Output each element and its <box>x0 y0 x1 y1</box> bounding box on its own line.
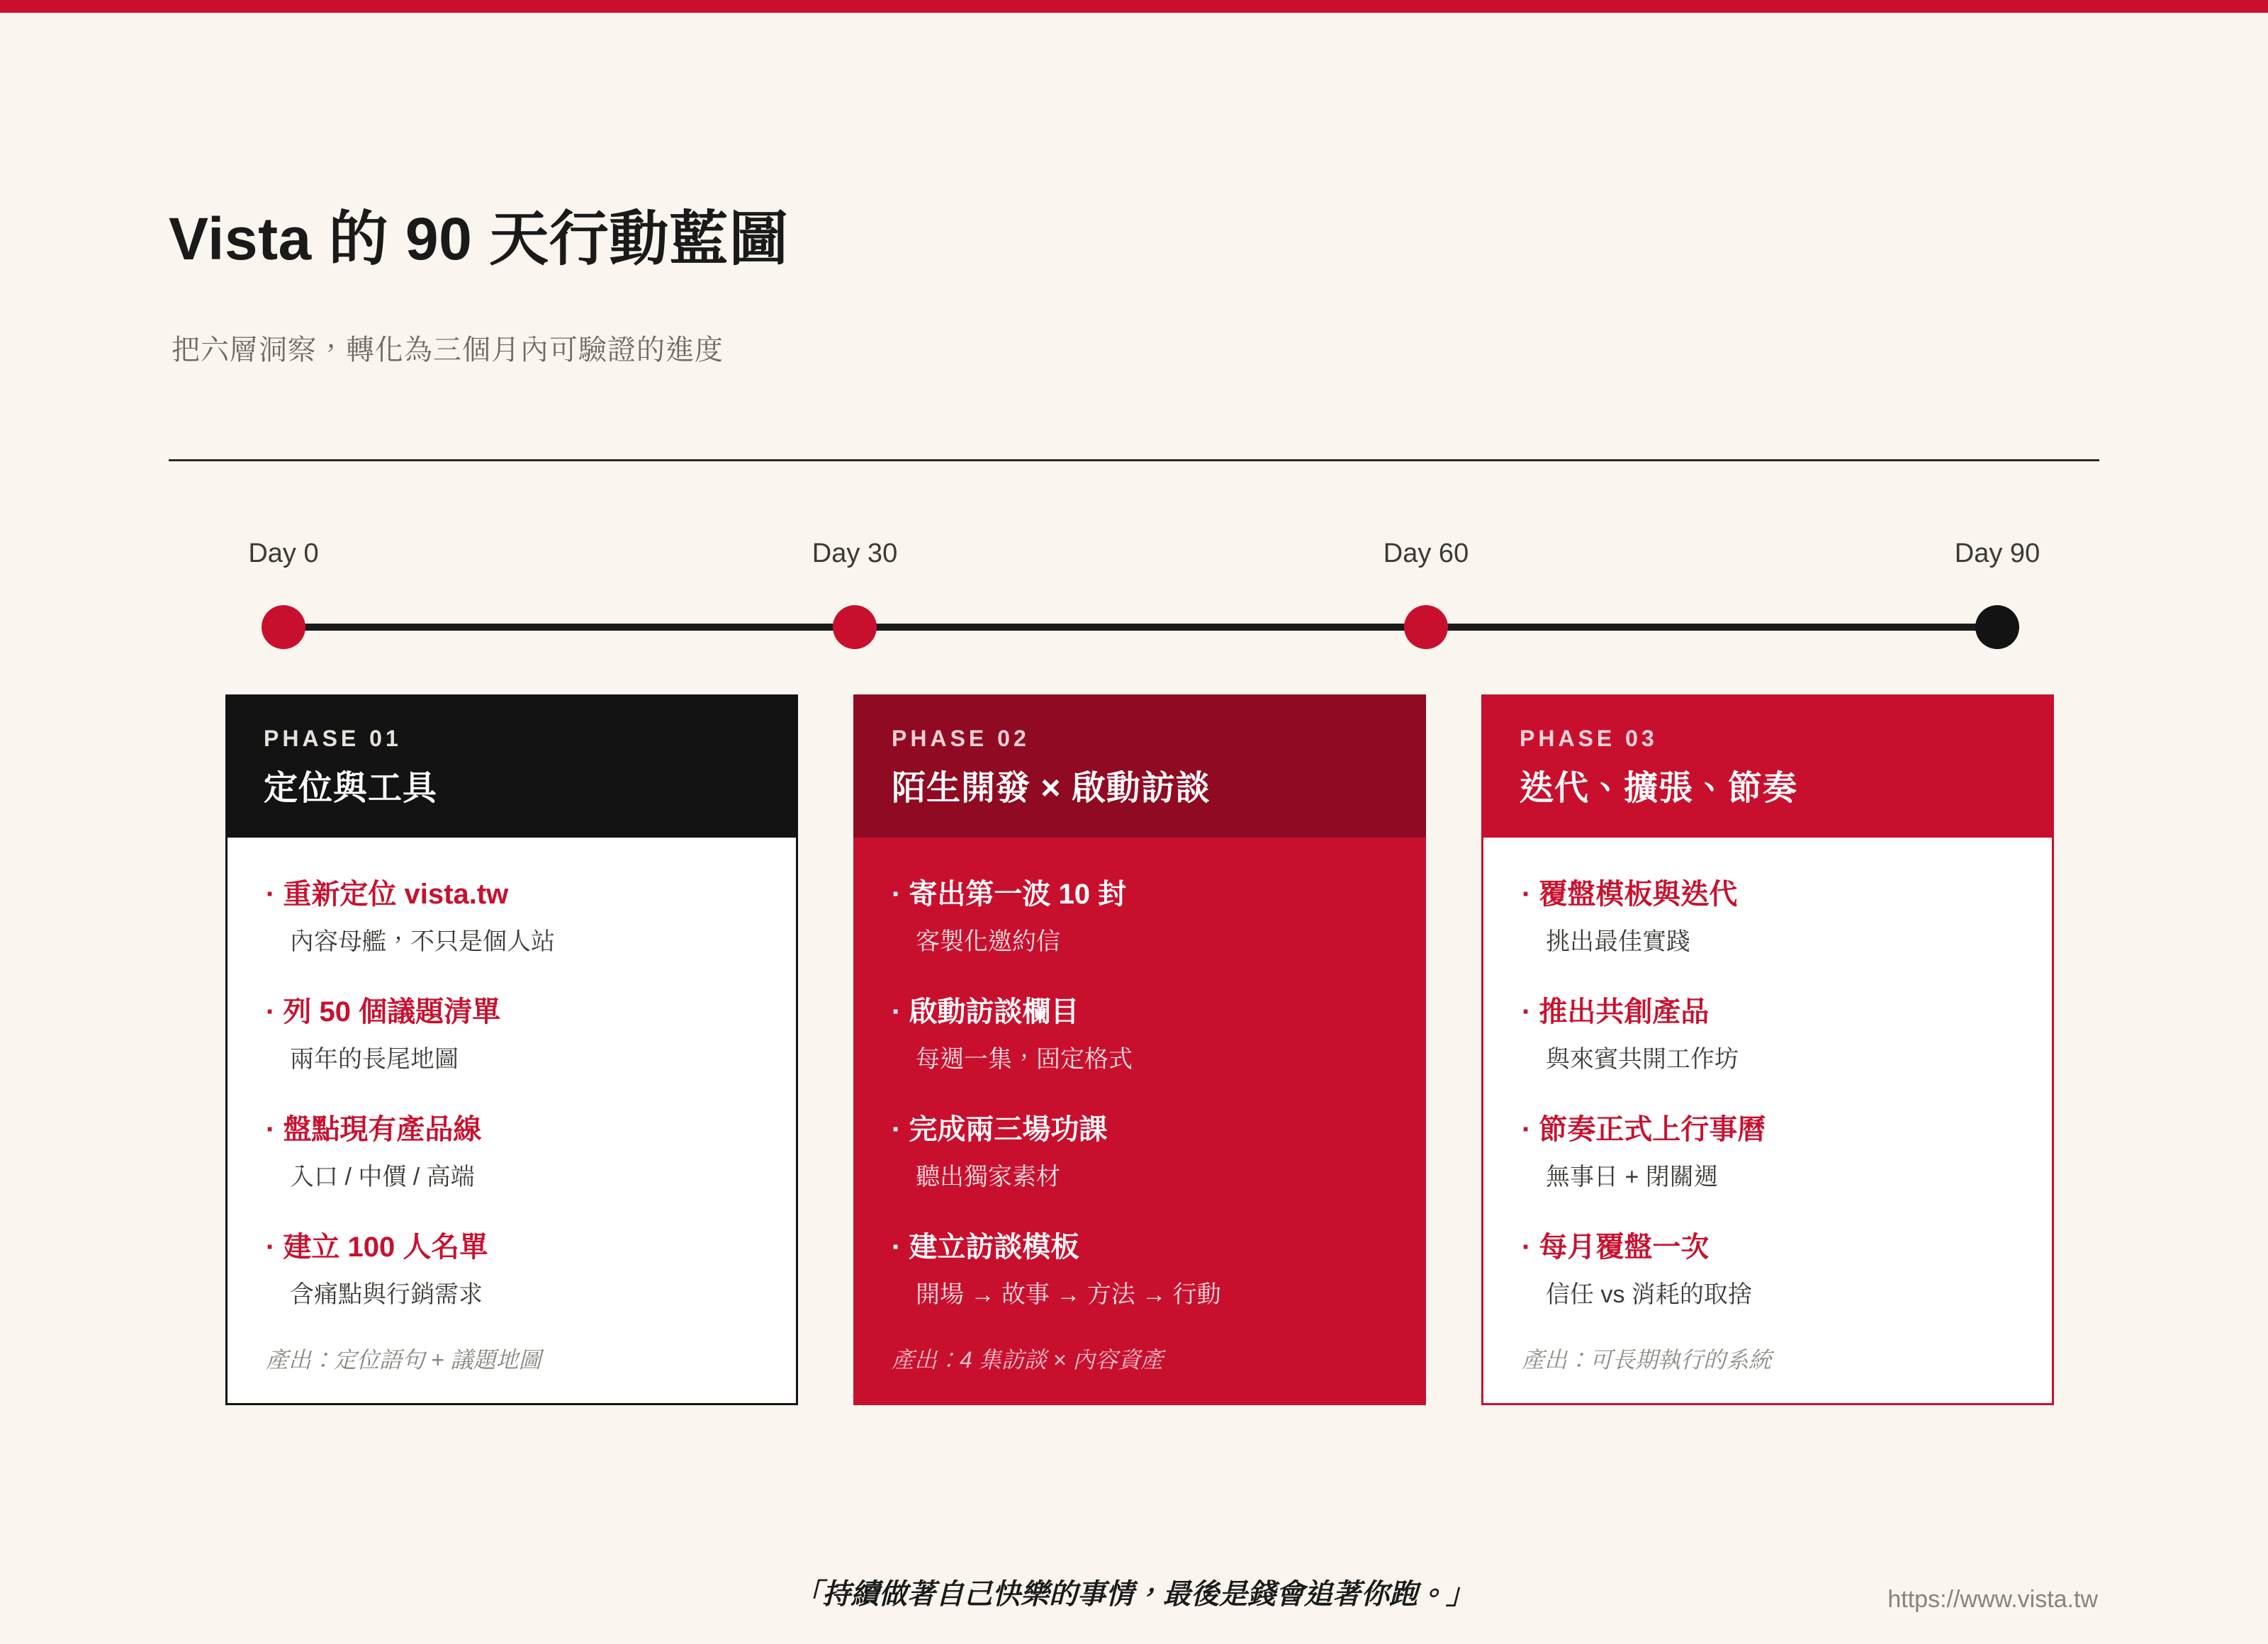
list-item-sub: 開場 → 故事 → 方法 → 行動 <box>916 1281 1221 1308</box>
list-item <box>266 872 758 957</box>
phase-card-01-outcome: 產出：定位語句 + 議題地圖 <box>266 1347 541 1373</box>
list-item-head: · 寄出第一波 10 封 <box>892 879 1127 910</box>
phase-card-02-header <box>853 694 1426 838</box>
list-item-sub: 無事日 + 閉關週 <box>1546 1164 1718 1190</box>
phase-card-01-body <box>225 838 798 1405</box>
list-item <box>266 1107 758 1192</box>
timeline-label-day-60: Day 60 <box>1383 539 1469 568</box>
list-item <box>266 989 758 1074</box>
phase-card-03-header <box>1481 694 2054 838</box>
timeline-node-day-30 <box>833 605 877 649</box>
list-item-head: · 每月覆盤一次 <box>1522 1232 1710 1263</box>
list-item <box>1522 1107 2014 1192</box>
phase-card-03-title: 迭代、擴張、節奏 <box>1520 770 1798 807</box>
list-item <box>892 989 1388 1074</box>
list-item-head: · 重新定位 vista.tw <box>266 879 509 910</box>
timeline-node-day-90 <box>1975 605 2019 649</box>
phase-card-02-outcome: 產出：4 集訪談 × 內容資產 <box>892 1347 1164 1373</box>
list-item-head: · 節奏正式上行事曆 <box>1522 1114 1766 1145</box>
list-item-head: · 完成兩三場功課 <box>892 1114 1108 1145</box>
phase-card-01-kicker: PHASE 01 <box>264 726 402 751</box>
timeline-axis <box>284 624 1999 631</box>
header-divider <box>169 459 2099 461</box>
list-item-head: · 盤點現有產品線 <box>266 1114 482 1145</box>
phase-card-01-title: 定位與工具 <box>264 770 438 807</box>
list-item <box>1522 1224 2014 1310</box>
phase-card-03-kicker: PHASE 03 <box>1520 726 1658 751</box>
list-item <box>266 1224 758 1310</box>
phase-card-02-title: 陌生開發 × 啟動訪談 <box>892 770 1211 807</box>
footer-quote: 「持續做著自己快樂的事情，最後是錢會追著你跑。」 <box>794 1579 1474 1610</box>
list-item-sub: 挑出最佳實踐 <box>1546 928 1690 955</box>
timeline-label-day-90: Day 90 <box>1954 539 2040 568</box>
list-item-sub: 內容母艦，不只是個人站 <box>290 928 555 955</box>
list-item-sub: 每週一集，固定格式 <box>916 1046 1133 1073</box>
phase-card-01-header <box>225 694 798 838</box>
list-item-head: · 啟動訪談欄目 <box>892 996 1079 1028</box>
list-item-sub: 聽出獨家素材 <box>916 1164 1060 1190</box>
phase-card-01 <box>225 694 798 1405</box>
list-item <box>892 872 1388 957</box>
list-item <box>1522 989 2014 1074</box>
list-item-head: · 建立 100 人名單 <box>266 1232 488 1263</box>
list-item <box>892 1107 1388 1192</box>
timeline-label-day-0: Day 0 <box>248 539 319 568</box>
timeline-node-day-60 <box>1404 605 1448 649</box>
phase-card-02-body <box>853 838 1426 1405</box>
list-item-head: · 建立訪談模板 <box>892 1232 1079 1263</box>
list-item-sub: 兩年的長尾地圖 <box>290 1046 459 1073</box>
phase-card-02 <box>853 694 1426 1405</box>
page-subtitle: 把六層洞察，轉化為三個月內可驗證的進度 <box>172 334 724 366</box>
list-item-head: · 列 50 個議題清單 <box>266 996 501 1028</box>
list-item-sub: 客製化邀約信 <box>916 928 1060 955</box>
phase-card-list <box>225 694 2054 1405</box>
phase-card-02-kicker: PHASE 02 <box>892 726 1030 751</box>
timeline-label-day-30: Day 30 <box>812 539 898 568</box>
list-item-sub: 與來賓共開工作坊 <box>1546 1046 1739 1073</box>
list-item <box>892 1224 1388 1310</box>
list-item-sub: 含痛點與行銷需求 <box>290 1281 483 1308</box>
phase-card-03 <box>1481 694 2054 1405</box>
list-item-head: · 覆盤模板與迭代 <box>1522 879 1738 910</box>
phase-card-03-outcome: 產出：可長期執行的系統 <box>1522 1347 1772 1373</box>
list-item-sub: 信任 vs 消耗的取捨 <box>1546 1281 1752 1308</box>
list-item-sub: 入口 / 中價 / 高端 <box>290 1164 475 1190</box>
page-title: Vista 的 90 天行動藍圖 <box>169 206 789 272</box>
timeline-node-day-0 <box>262 605 305 649</box>
phase-card-03-body <box>1481 838 2054 1405</box>
footer-url[interactable]: https://www.vista.tw <box>1887 1586 2098 1613</box>
list-item-head: · 推出共創產品 <box>1522 996 1710 1028</box>
list-item <box>1522 872 2014 957</box>
